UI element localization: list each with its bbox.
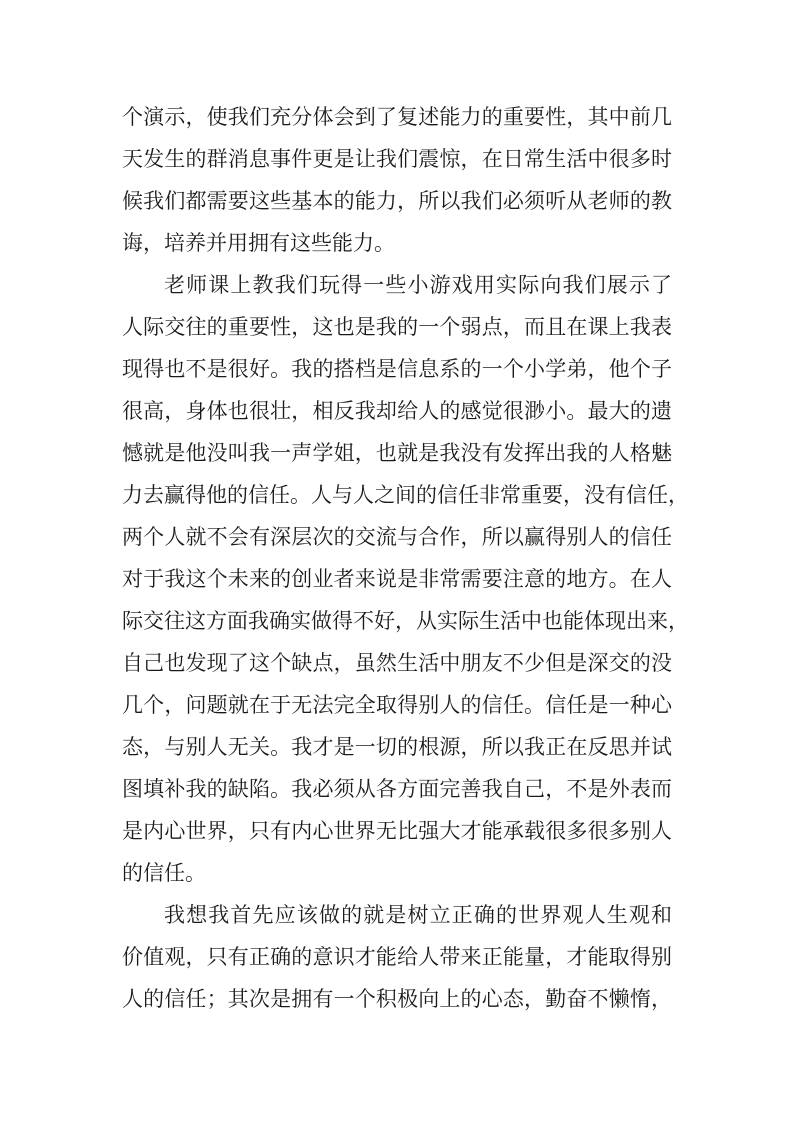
text-line	[0, 816, 793, 846]
text-line	[0, 774, 793, 804]
text-line	[0, 144, 793, 174]
text-line	[0, 396, 793, 426]
text-line-content: 人的信任；其次是拥有一个积极向上的心态，勤奋不懒惰，	[122, 987, 672, 1011]
text-line	[0, 858, 793, 888]
text-line-content: 际交往这方面我确实做得不好，从实际生活中也能体现出来，	[122, 609, 689, 633]
text-line-content: 诲，培养并用拥有这些能力。	[122, 231, 395, 255]
text-line-content: 很高，身体也很壮，相反我却给人的感觉很渺小。最大的遗	[122, 399, 672, 423]
text-line	[0, 522, 793, 552]
text-line	[0, 312, 793, 342]
text-line	[0, 228, 793, 258]
text-line	[0, 186, 793, 216]
text-line-content: 我想我首先应该做的就是树立正确的世界观人生观和	[164, 903, 672, 927]
text-line-content: 自己也发现了这个缺点，虽然生活中朋友不少但是深交的没	[122, 651, 672, 675]
text-line-content: 个演示，使我们充分体会到了复述能力的重要性，其中前几	[122, 105, 672, 129]
text-line	[0, 732, 793, 762]
text-line-content: 是内心世界，只有内心世界无比强大才能承载很多很多别人	[122, 819, 672, 843]
text-line	[0, 942, 793, 972]
text-line	[0, 648, 793, 678]
text-line	[0, 984, 793, 1014]
text-line-content: 对于我这个未来的创业者来说是非常需要注意的地方。在人	[122, 567, 672, 591]
text-line	[0, 102, 793, 132]
text-line-content: 现得也不是很好。我的搭档是信息系的一个小学弟，他个子	[122, 357, 672, 381]
text-line-content: 憾就是他没叫我一声学姐，也就是我没有发挥出我的人格魅	[122, 441, 672, 465]
text-line-content: 候我们都需要这些基本的能力，所以我们必须听从老师的教	[122, 189, 672, 213]
text-line-content: 天发生的群消息事件更是让我们震惊，在日常生活中很多时	[122, 147, 672, 171]
text-line-content: 几个，问题就在于无法完全取得别人的信任。信任是一种心	[122, 693, 672, 717]
text-line-content: 图填补我的缺陷。我必须从各方面完善我自己，不是外表而	[122, 777, 672, 801]
text-line-content: 态，与别人无关。我才是一切的根源，所以我正在反思并试	[122, 735, 672, 759]
text-line	[0, 690, 793, 720]
text-line-content: 价值观，只有正确的意识才能给人带来正能量，才能取得别	[122, 945, 672, 969]
text-line-content: 两个人就不会有深层次的交流与合作，所以赢得别人的信任	[122, 525, 672, 549]
paragraph-first-line	[0, 270, 793, 300]
text-line	[0, 564, 793, 594]
text-line-content: 的信任。	[122, 861, 206, 885]
text-line-content: 人际交往的重要性，这也是我的一个弱点，而且在课上我表	[122, 315, 672, 339]
text-line-content: 力去赢得他的信任。人与人之间的信任非常重要，没有信任，	[122, 483, 689, 507]
text-line-content: 老师课上教我们玩得一些小游戏用实际向我们展示了	[164, 273, 672, 297]
text-line	[0, 438, 793, 468]
paragraph-first-line	[0, 900, 793, 930]
text-line	[0, 354, 793, 384]
text-line	[0, 606, 793, 636]
text-line	[0, 480, 793, 510]
